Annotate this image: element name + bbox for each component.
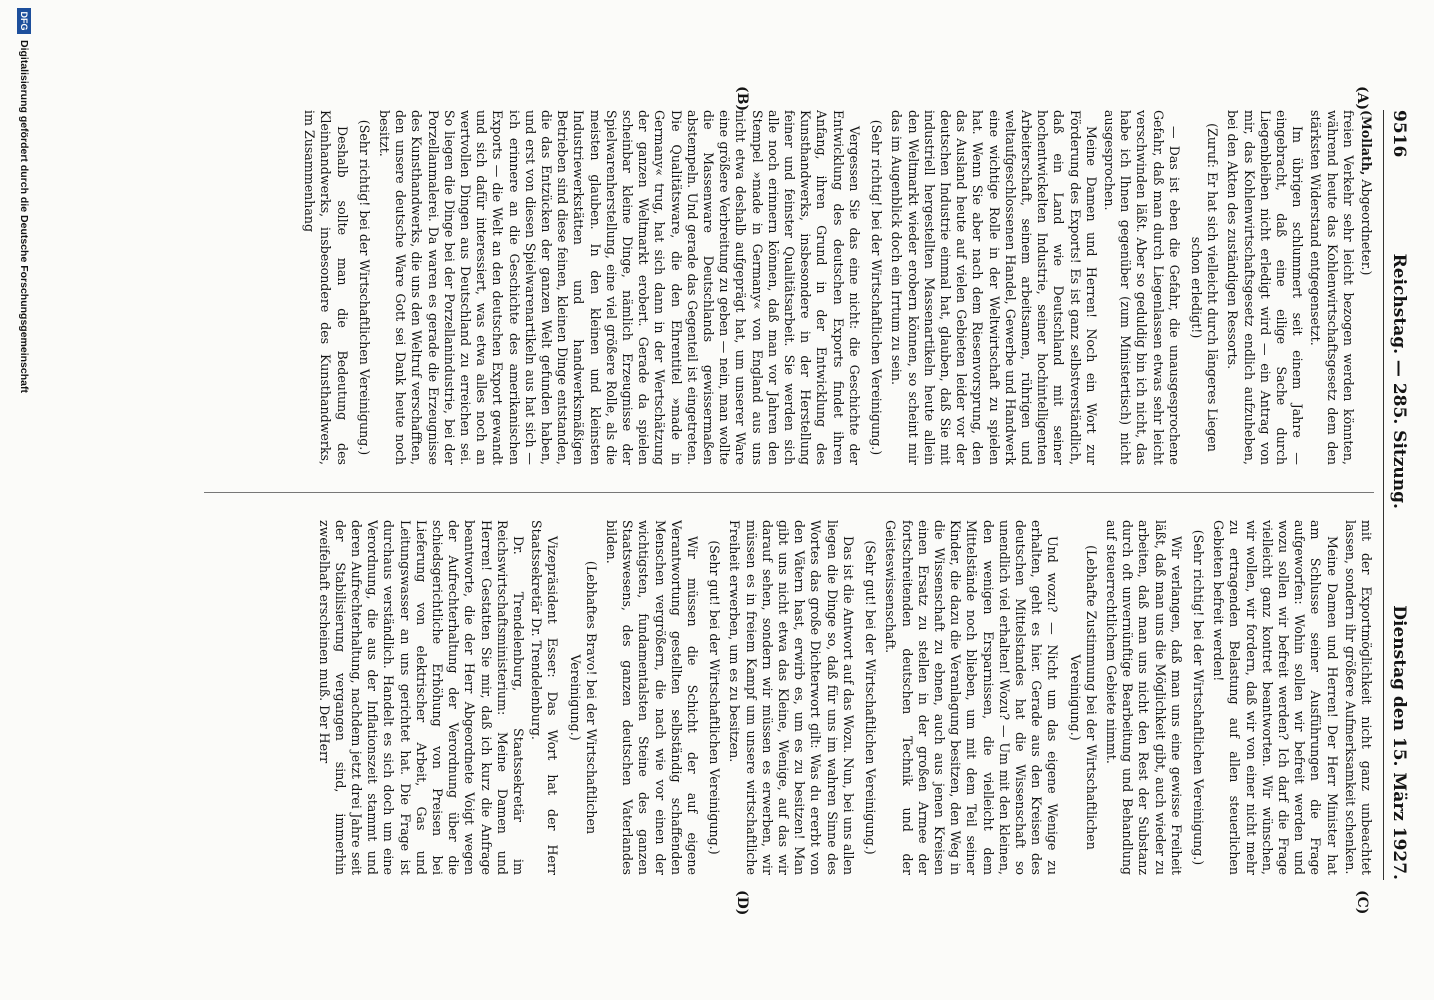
paragraph: Meine Damen und Herren! Noch ein Wort zur Förderung des Exports! Es ist ganz selbstverständlich, daß ein Land wie Deutschland mit seiner hochentwickelten Industrie, seiner hochintelligenten Arbeiterschaft, seinem arbeitsamen, rührigen und weltaufgeschlossenen Handel, Gewerbe und Handwerk eine wichtige Rolle in der Weltwirtschaft zu spielen hat. Wenn Sie aber nach dem Riesenvorsprung, den das Ausland heute auf vielen Gebieten leider vor der deutschen Industrie einmal hat, glauben, daß Sie mit industriell hergestellten Massenartikeln heute allein den Weltmarkt wieder erobern können, so scheint mir das im Augenblick doch ein Irrtum zu sein. — [889, 110, 1099, 465]
paragraph: Wir müssen die Schicht der auf eigene Verantwortung gestellten selbständig schaffenden Menschen vergrößern, die nach wie vor einen der wichtigsten, fundamentalsten Steine des ganzen Staatswesens, des ganzen deutschen Vaterlandes bilden. — [604, 520, 701, 875]
interjection: (Lebhafte Zustimmung bei der Wirtschaftlichen Vereinigung.) — [1067, 545, 1099, 850]
paragraph: Das ist die Antwort auf das Wozu. Nun, bei uns allen liegen die Dinge so, daß für uns im wahren Sinne des Wortes das große Dichterwort gilt: Was du ererbt von den Vätern hast, erwirb es, um es zu besitzen! Man gibt uns nicht etwa das Kleine, Wenige, auf das wir darauf sehen, sondern wir müssen es erwerben, wir müssen es in freiem Kampf um unsere wirtschaftliche Freiheit erwerben, um es zu besitzen. — [727, 520, 856, 875]
page-header — [1383, 110, 1414, 880]
paragraph: freien Verkehr sehr leicht bezogen werden könnten, während heute das Kohlenwirtschaftsgesetz dem den stärksten Widerstand entgegensetzt. — [1308, 110, 1356, 465]
left-column — [200, 110, 1374, 465]
paragraph: Deshalb sollte man die Bedeutung des Kleinhandwerks, insbesondere des Kunsthandwerks, im Zusammenhang — [302, 110, 350, 465]
paragraph: Wir verlangen, daß man uns eine gewisse Freiheit läßt, daß man uns die Möglichkeit gibt, auch wieder zu arbeiten, daß man uns nicht den Rest der Substanz durch oft unvernünftige Bearbeitung und Behandlung auf steuerrechtlichem Gebiete nimmt. — [1103, 520, 1184, 875]
paragraph: Im übrigen schlummert seit einem Jahre — eingebracht, daß eine eilige Sache durch Liegenbleiben nicht erledigt wird — ein Antrag von mir, das Kohlenwirtschaftsgesetz endlich aufzuheben, bei den Akten des zuständigen Ressorts. — [1225, 110, 1306, 465]
interjection: (Sehr richtig! bei der Wirtschaftlichen Vereinigung.) — [356, 119, 372, 456]
paragraph — [1358, 110, 1374, 465]
interjection: (Sehr richtig! bei der Wirtschaftlichen Vereinigung.) — [1190, 529, 1206, 866]
margin-marker-b: (B) — [734, 86, 750, 112]
header-title: Reichstag. — 285. Sitzung. — [1389, 253, 1409, 509]
paragraph: Dr. Trendelenburg, Staatssekretär im Reichswirtschaftsministerium: Meine Damen und Herren! Gestatten Sie mir, daß ich kurz die Anfrage beantworte, die der Herr Abgeordnete Voigt wegen der Aufrechterhaltung der Verordnung über die schiedsgerichtliche Erhöhung von Preisen bei Lieferung von elektrischer Arbeit, Gas und Leitungswasser an uns gerichtet hat. Die Frage ist durchaus verständlich. Handelt es sich doch um eine Verordnung, die aus der Inflationszeit stammt und deren Aufrechterhaltung, nachdem jetzt drei Jahre seit der Stabilisierung vergangen sind, immerhin zweifelhaft erscheinen muß. Der Herr — [316, 520, 527, 875]
interjection: (Zuruf: Er hat sich vielleicht durch längeres Liegen schon erledigt!) — [1188, 123, 1221, 452]
column-divider — [204, 492, 1374, 493]
paragraph: Meine Damen und Herren! Der Herr Minister hat am Schlusse seiner Ausführungen die Frage aufgeworfen: Wohin sollen wir befreit werden und wozu sollen wir befreit werden? Ich darf die Frage vielleicht ganz kontret beantworten. Wir wünschen, wir wollen, wir fordern, daß wir von einer nicht mehr zu ertragenden Belastung auf allen steuerlichen Gebieten befreit werden! — [1211, 520, 1340, 875]
paragraph: — Das ist eben die Gefahr, die unausgesprochene Gefahr, daß man durch Liegenlassen etwas sehr leicht verschwinden läßt. Aber so geduldig bin ich nicht, das habe ich Ihnen gegenüber (zum Ministertisch) nicht ausgesprochen. — [1101, 110, 1182, 465]
page-number: 9516 — [1389, 110, 1409, 158]
paragraph: Und wozu? — Nicht um das eigene Wenige zu erhalten, geht es hier. Gerade aus den Kreisen des deutschen Mittelstandes hat die Wissenschaft so unendlich viel erhalten! Wozu? — Um mit den kleinen, den wenigen Ersparnissen, die vielleicht dem Mittelstände noch blieben, um mit dem Teil seiner Kinder, die dazu die Veranlagung besitzen, den Weg in die Wissenschaft zu ebnen, auch aus jenen Kreisen einen Ersatz zu stellen in der großen Armee der fortschreitenden deutschen Technik und der Geisteswissenschaft. — [883, 520, 1061, 875]
footer-text: Digitalisierung gefördert durch die Deutsche Forschungsgemeinschaft — [18, 40, 30, 393]
paragraph: Vergessen Sie das eine nicht: die Geschichte der Entwicklung des deutschen Exports findet ihren Anfang, ihren Grund in der Entwicklung des Kunsthandwerks, insbesondere in der Herstellung feiner und feinster Qualitätsarbeit. Sie werden sich alle noch erinnern können, daß man vor Jahren den Stempel »made in Germany« von England aus uns nicht etwa deshalb aufgeprägt hat, um unserer Ware eine größere Verbreitung zu geben — nein, man wollte die Massenware Deutschlands gewissermaßen abstempeln. Und gerade das Gegenteil ist eingetreten. Die Qualitätsware, die den Ehrentitel »made in Germany« trug, hat sich dann in der Wertschätzung der ganzen Weltmarkt erobert. Gerade da spielen scheinbar kleine Dinge, nämlich Erzeugnisse der Spielwarenherstellung, eine viel größere Rolle, als die meisten glauben. In den kleinen und kleinsten Industriewerkstätten und handwerksmäßigen Betrieben sind diese feinen, kleinen Dinge entstanden, die das Entzücken der ganzen Welt gefunden haben, und erst von diesen Spielwarenartikeln aus hat sich — ich erinnere an die Geschichte des amerikanischen Exports — die Welt an den deutschen Export gewandt und sich dafür interessiert, was etwa alles noch an wertvollen Dingen aus Deutschland zu erreichen sei. So liegen die Dinge bei der Porzellanindustrie, bei der Porzellanmalerei. Da waren es gerade die Erzeugnisse des Kunsthandwerks, die uns den Weltruf verschafften, den unsere deutsche Ware Gott sei Dank heute noch besitzt. — [377, 110, 862, 465]
interjection: (Sehr gut! bei der Wirtschaftlichen Vereinigung.) — [863, 540, 879, 855]
interjection: (Sehr gut! bei der Wirtschaftlichen Vereinigung.) — [707, 540, 723, 855]
margin-marker-a: (A) — [1354, 86, 1370, 111]
speaker-name: (Mollath, — [1359, 110, 1374, 176]
interjection: (Sehr richtig! bei der Wirtschaftlichen Vereinigung.) — [869, 119, 885, 456]
margin-marker-d: (D) — [734, 890, 750, 916]
right-column — [200, 520, 1374, 875]
interjection: (Lebhaftes Bravo! bei der Wirtschaftlichen Vereinigung.) — [567, 560, 599, 835]
margin-marker-c: (C) — [1354, 890, 1370, 915]
paragraph: Vizepräsident Esser: Das Wort hat der Herr Staatssekretär Dr. Trendelenburg. — [529, 520, 561, 875]
speaker-role: Abgeordneter.) — [1359, 179, 1374, 276]
paragraph: mit der Exportmöglichkeit nicht ganz unbeachtet lassen, sondern ihr größere Aufmerksamkeit schenken. — [1342, 520, 1374, 875]
dfg-logo-icon: DFG — [17, 8, 31, 34]
header-date: Dienstag den 15. März 1927. — [1389, 605, 1409, 880]
digitization-footer — [12, 8, 36, 998]
